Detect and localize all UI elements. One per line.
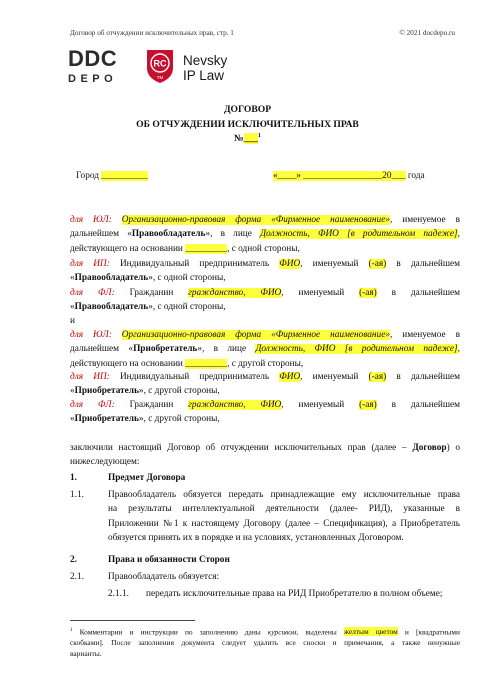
section2-num: 2. bbox=[70, 555, 77, 565]
section2-title: Права и обязанности Сторон bbox=[108, 555, 230, 565]
doc-title-line1: ДОГОВОР bbox=[223, 104, 272, 115]
nevsky-logo-text bbox=[183, 53, 227, 83]
party-rightholder-fl: для ФЛ: Гражданин гражданство, ФИО, именуемый (-ая) в дальнейшем «Правообладатель», с одной стороны, bbox=[70, 288, 460, 313]
concluded-paragraph: заключили настоящий Договор об отчуждении исключительных прав (далее – Договор) о нижеследующем: bbox=[70, 443, 460, 468]
item-2-1-num: 2.1. bbox=[70, 572, 84, 582]
docdepo-logo-bottom: DEPO bbox=[68, 73, 118, 85]
section1-num: 1. bbox=[70, 473, 77, 483]
header-right: © 2021 docdepo.ru bbox=[399, 29, 455, 37]
docdepo-logo-top: DDC bbox=[68, 46, 118, 71]
item-2-1-1-num: 2.1.1. bbox=[108, 589, 129, 599]
nevsky-logo-line2: IP Law bbox=[183, 68, 225, 83]
footnote: $^1$ Комментарии и инструкции по заполнению даны курсивом, выделены желтым цветом и [квадратными скобками]. После заполнения документа следует удалить все сноски и примечания, а также ненужные варианты. bbox=[70, 627, 460, 659]
footnote-separator bbox=[70, 620, 195, 621]
doc-number bbox=[0, 133, 495, 144]
item-2-1-text: Правообладатель обязуется: bbox=[108, 572, 220, 582]
date-field bbox=[273, 169, 425, 184]
tag-ul: для ЮЛ: bbox=[70, 215, 112, 225]
nevsky-seal-text: RC bbox=[153, 58, 167, 69]
doc-number-prefix: № bbox=[233, 133, 244, 145]
basis-field[interactable]: _________ bbox=[185, 243, 228, 254]
city-blank[interactable]: __________ bbox=[101, 171, 148, 181]
item-1-1-text: Правообладатель обязуется передать принадлежащие ему исключительные права на результаты интеллектуальной деятельности (далее- РИД), указанные в Приложении №1 к настоящему Договору (далее – Спецификация), а Приобретатель обязуется принять их в порядке и на условиях, установленных Договором. bbox=[108, 490, 460, 543]
org-form-field[interactable]: Организационно-правовая форма «Фирменное наименование» bbox=[121, 215, 390, 225]
section1-title: Предмет Договора bbox=[108, 473, 186, 483]
nevsky-seal-subtext: TM bbox=[156, 75, 164, 80]
citizenship-field[interactable]: гражданство, ФИО bbox=[188, 288, 282, 298]
nevsky-seal-icon bbox=[145, 48, 175, 84]
city-field bbox=[76, 169, 148, 184]
header-left: Договор об отчуждении исключительных прав, стр. 1 bbox=[70, 29, 234, 37]
party-rightholder-ip: для ИП: Индивидуальный предприниматель ФИО, именуемый (-ая) в дальнейшем «Правообладатель», с одной стороны, bbox=[70, 259, 461, 284]
position-field[interactable]: Должность, ФИО [в родительном падеже] bbox=[260, 229, 458, 240]
docdepo-logo bbox=[68, 48, 130, 90]
nevsky-logo-line1: Nevsky bbox=[183, 53, 228, 68]
footnote-ref[interactable]: 1 bbox=[258, 133, 262, 139]
city-label: Город bbox=[76, 171, 99, 181]
item-2-1-1-text: передать исключительные права на РИД Приобретателю в полном объеме; bbox=[146, 589, 443, 599]
party-rightholder-ul: для ЮЛ: Организационно-правовая форма «Фирменное наименование», именуемое в дальнейшем «Правообладатель», в лице Должность, ФИО [в родительном падеже], действующего на основании _________, с одной стороны, bbox=[70, 215, 460, 254]
date-blank[interactable]: «____» _________________20___ bbox=[273, 171, 406, 181]
fio-field[interactable]: ФИО bbox=[279, 259, 301, 269]
party-acquirer-ip: для ИП: Индивидуальный предприниматель ФИО, именуемый (-ая) в дальнейшем «Приобретатель», с другой стороны, bbox=[70, 372, 461, 397]
party-acquirer-ul: для ЮЛ: Организационно-правовая форма «Фирменное наименование», именуемое в дальнейшем «Приобретатель», в лице Должность, ФИО [в родительном падеже], действующего на основании _________, с другой стороны, bbox=[70, 330, 460, 369]
date-suffix: года bbox=[407, 171, 425, 181]
and-word: и bbox=[70, 316, 75, 326]
party-acquirer-fl: для ФЛ: Гражданин гражданство, ФИО, именуемый (-ая) в дальнейшем «Приобретатель», с другой стороны, bbox=[70, 400, 460, 425]
doc-number-blank[interactable]: ___ bbox=[243, 133, 259, 145]
item-1-1-num: 1.1. bbox=[70, 490, 84, 500]
doc-title-line2: ОБ ОТЧУЖДЕНИИ ИСКЛЮЧИТЕЛЬНЫХ ПРАВ bbox=[136, 119, 359, 130]
